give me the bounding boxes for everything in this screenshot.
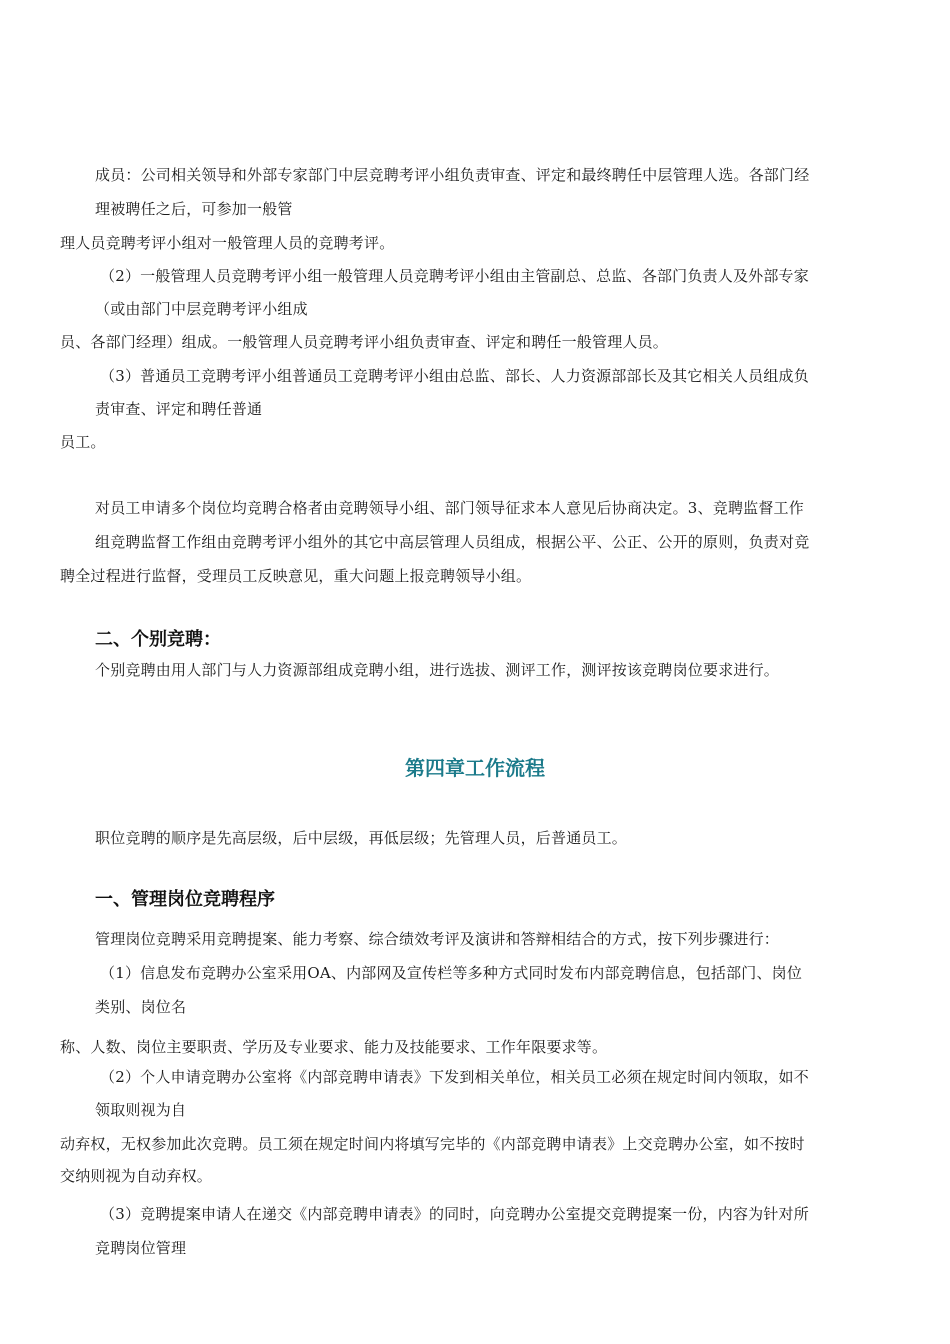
paragraph-line: 理被聘任之后，可参加一般管 bbox=[95, 200, 293, 218]
section-heading: 二、个别竞聘： bbox=[95, 629, 221, 650]
paragraph-line: 成员：公司相关领导和外部专家部门中层竞聘考评小组负责审查、评定和最终聘任中层管理人选。各部门经 bbox=[95, 166, 810, 184]
paragraph-line: （2）一般管理人员竞聘考评小组一般管理人员竞聘考评小组由主管副总、总监、各部门负责人及外部专家 bbox=[100, 267, 809, 285]
paragraph-line: 组竞聘监督工作组由竞聘考评小组外的其它中高层管理人员组成，根据公平、公正、公开的原则，负责对竞 bbox=[95, 533, 810, 551]
paragraph-line: （1）信息发布竞聘办公室采用OA、内部网及宣传栏等多种方式同时发布内部竞聘信息，包括部门、岗位 bbox=[100, 964, 803, 982]
paragraph-line: 聘全过程进行监督，受理员工反映意见，重大问题上报竞聘领导小组。 bbox=[60, 567, 532, 585]
paragraph-line: 竞聘岗位管理 bbox=[95, 1239, 187, 1257]
paragraph-line: 员、各部门经理）组成。一般管理人员竞聘考评小组负责审查、评定和聘任一般管理人员。 bbox=[60, 333, 669, 351]
paragraph-line: 交纳则视为自动弃权。 bbox=[60, 1167, 213, 1185]
paragraph-line: 职位竞聘的顺序是先高层级，后中层级，再低层级；先管理人员，后普通员工。 bbox=[95, 829, 628, 847]
paragraph-line: 领取则视为自 bbox=[95, 1101, 187, 1119]
paragraph-line: 动弃权，无权参加此次竞聘。员工须在规定时间内将填写完毕的《内部竞聘申请表》上交竞聘办公室，如不按时 bbox=[60, 1135, 805, 1153]
section-heading: 一、管理岗位竞聘程序 bbox=[95, 889, 275, 910]
paragraph-line: 管理岗位竞聘采用竞聘提案、能力考察、综合绩效考评及演讲和答辩相结合的方式，按下列步骤进行： bbox=[95, 930, 780, 948]
paragraph-line: （3）竞聘提案申请人在递交《内部竞聘申请表》的同时，向竞聘办公室提交竞聘提案一份，内容为针对所 bbox=[100, 1205, 809, 1223]
paragraph-line: 理人员竞聘考评小组对一般管理人员的竞聘考评。 bbox=[60, 234, 395, 252]
paragraph-line: （或由部门中层竞聘考评小组成 bbox=[95, 300, 308, 318]
paragraph-line: 类别、岗位名 bbox=[95, 998, 187, 1016]
chapter-title: 第四章工作流程 bbox=[405, 756, 545, 780]
paragraph-line: 责审查、评定和聘任普通 bbox=[95, 400, 263, 418]
paragraph-line: 对员工申请多个岗位均竞聘合格者由竞聘领导小组、部门领导征求本人意见后协商决定。3、竞聘监督工作 bbox=[95, 499, 804, 517]
paragraph-line: 个别竞聘由用人部门与人力资源部组成竞聘小组，进行选拔、测评工作，测评按该竞聘岗位要求进行。 bbox=[95, 661, 780, 679]
paragraph-line: 称、人数、岗位主要职责、学历及专业要求、能力及技能要求、工作年限要求等。 bbox=[60, 1038, 608, 1056]
paragraph-line: （2）个人申请竞聘办公室将《内部竞聘申请表》下发到相关单位，相关员工必须在规定时间内领取，如不 bbox=[100, 1068, 809, 1086]
paragraph-line: （3）普通员工竞聘考评小组普通员工竞聘考评小组由总监、部长、人力资源部部长及其它相关人员组成负 bbox=[100, 367, 809, 385]
paragraph-line: 员工。 bbox=[60, 433, 106, 451]
